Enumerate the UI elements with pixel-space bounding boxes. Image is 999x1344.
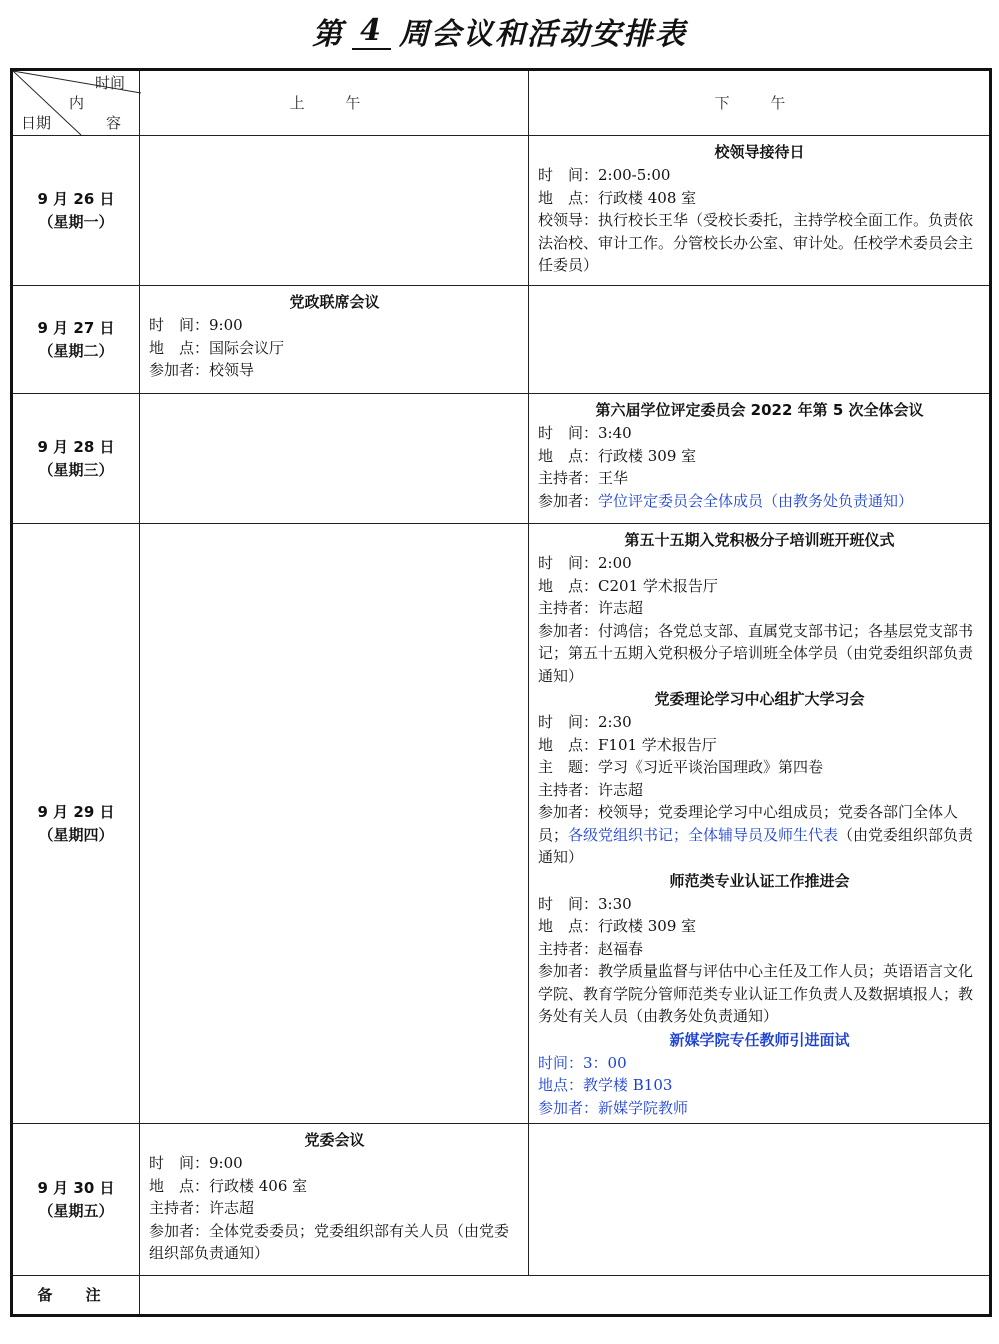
weekday-label: （星期五）: [38, 1201, 114, 1220]
event-detail-text: （由党委组织部负责通知）: [538, 825, 974, 866]
weekday-label: （星期三）: [38, 460, 114, 479]
afternoon-events: [529, 394, 989, 516]
event-detail-text: 各级党组织书记；全体辅导员及师生代表: [568, 825, 839, 844]
weekday-label: （星期二）: [38, 341, 114, 360]
event-detail-text: 参加者：校领导；党委理论学习中心组成员；党委各部门全体人员；: [538, 803, 959, 844]
afternoon-events: [529, 136, 989, 281]
event-title: 校领导接待日: [714, 143, 805, 161]
event-detail-line: 参加者：校领导: [149, 361, 255, 379]
date-label: 9 月 28 日: [37, 438, 115, 456]
event-detail-line: 时 间：2:00: [538, 554, 632, 572]
weekday-label: （星期一）: [38, 212, 114, 231]
event-detail-line: 时 间：9:00: [149, 316, 243, 334]
event-title: 党委理论学习中心组扩大学习会: [654, 690, 865, 708]
event-detail-line: 地 点：行政楼 406 室: [149, 1176, 308, 1195]
event-detail-line: 时 间：2:00-5:00: [538, 166, 671, 184]
event-title: 党委会议: [304, 1131, 365, 1149]
event-detail-line: 时 间：9:00: [149, 1154, 243, 1172]
event-detail-line: 主持者：许志超: [149, 1199, 255, 1217]
afternoon-cell: [529, 394, 991, 524]
day-row: [12, 524, 991, 1124]
diagonal-header-cell: [12, 70, 140, 136]
event-detail-line: 地 点：国际会议厅: [149, 338, 285, 357]
event-detail-line: 参加者：教学质量监督与评估中心主任及工作人员；英语语言文化学院、教育学院分管师范类专业认证工作负责人及数据填报人；教务处有关人员（由教务处负责通知）: [538, 962, 974, 1025]
afternoon-cell: [529, 286, 991, 394]
header-content-b: 容: [105, 114, 121, 132]
event-detail-line: 时 间：2:30: [538, 713, 632, 731]
remark-value: [140, 1276, 991, 1316]
day-row: [12, 394, 991, 524]
date-cell: [12, 1124, 140, 1276]
event-detail-line: 参加者：新媒学院教师: [538, 1098, 689, 1117]
date-label: 9 月 27 日: [37, 319, 115, 337]
schedule-table: [10, 68, 992, 1317]
event-detail-line: 主持者：赵福春: [538, 939, 644, 958]
day-row: [12, 1124, 991, 1276]
morning-cell: [140, 394, 529, 524]
event-detail-text: 学位评定委员会全体成员（由教务处负责通知）: [598, 491, 914, 510]
event-detail-line: 地 点：行政楼 309 室: [538, 917, 697, 935]
event-detail-line: 参加者：付鸿信；各党总支部、直属党支部书记；各基层党支部书记；第五十五期入党积极分子培训班全体学员（由党委组织部负责通知）: [538, 621, 974, 685]
page-title: [0, 0, 999, 62]
event-detail-line: [538, 490, 981, 513]
morning-events: [140, 1124, 528, 1269]
morning-cell: [140, 136, 529, 286]
header-date: 日期: [21, 114, 52, 132]
date-cell: [12, 394, 140, 524]
remark-label: 备 注: [12, 1276, 140, 1316]
event-detail-line: 时间：3：00: [538, 1053, 627, 1072]
title-prefix: 第: [312, 17, 345, 52]
event-detail-line: 地 点：行政楼 408 室: [538, 188, 697, 207]
event-detail-line: 地点：教学楼 B103: [538, 1076, 673, 1094]
morning-cell: [140, 1124, 529, 1276]
event-detail-line: 时 间：3:40: [538, 424, 632, 442]
event-title: 师范类专业认证工作推进会: [669, 871, 850, 890]
day-row: [12, 286, 991, 394]
event-title: 党政联席会议: [289, 293, 380, 311]
event-title: 新媒学院专任教师引进面试: [669, 1030, 850, 1049]
remark-row: [12, 1276, 991, 1316]
event-detail-line: 主持者：许志超: [538, 780, 644, 799]
week-number: 4: [352, 13, 391, 50]
event-detail-line: 主持者：王华: [538, 469, 629, 487]
afternoon-cell: [529, 136, 991, 286]
header-row: [12, 70, 991, 136]
date-cell: [12, 136, 140, 286]
date-cell: [12, 524, 140, 1124]
header-content-a: 内: [69, 94, 85, 112]
header-morning: 上 午: [140, 70, 529, 136]
day-row: [12, 136, 991, 286]
afternoon-events: [529, 524, 989, 1123]
morning-cell: [140, 524, 529, 1124]
event-title: 第五十五期入党积极分子培训班开班仪式: [624, 531, 895, 549]
header-afternoon: 下 午: [529, 70, 991, 136]
header-time: 时间: [94, 74, 125, 92]
event-title: 第六届学位评定委员会 2022 年第 5 次全体会议: [595, 401, 924, 419]
date-cell: [12, 286, 140, 394]
afternoon-cell: [529, 524, 991, 1124]
event-detail-line: 主 题：学习《习近平谈治国理政》第四卷: [538, 758, 824, 776]
weekday-label: （星期四）: [38, 825, 114, 844]
event-detail-line: 参加者：全体党委委员；党委组织部有关人员（由党委组织部负责通知）: [149, 1221, 510, 1262]
morning-cell: [140, 286, 529, 394]
event-detail-line: 地 点：F101 学术报告厅: [538, 735, 717, 754]
event-detail-line: 主持者：许志超: [538, 599, 644, 617]
event-detail-line: 地 点：行政楼 309 室: [538, 446, 697, 465]
date-label: 9 月 26 日: [37, 190, 115, 208]
date-label: 9 月 30 日: [37, 1179, 115, 1197]
date-label: 9 月 29 日: [37, 803, 115, 821]
title-suffix: 周会议和活动安排表: [398, 17, 687, 52]
event-detail-line: 校领导：执行校长王华（受校长委托，主持学校全面工作。负责依法治校、审计工作。分管校长办公室、审计处。任校学术委员会主任委员）: [538, 211, 974, 274]
event-detail-line: 时 间：3:30: [538, 894, 632, 913]
morning-events: [140, 286, 528, 386]
event-detail-text: 参加者：: [538, 491, 599, 510]
event-detail-line: 地 点：C201 学术报告厅: [538, 576, 718, 595]
event-detail-line: [538, 801, 981, 869]
afternoon-cell: [529, 1124, 991, 1276]
